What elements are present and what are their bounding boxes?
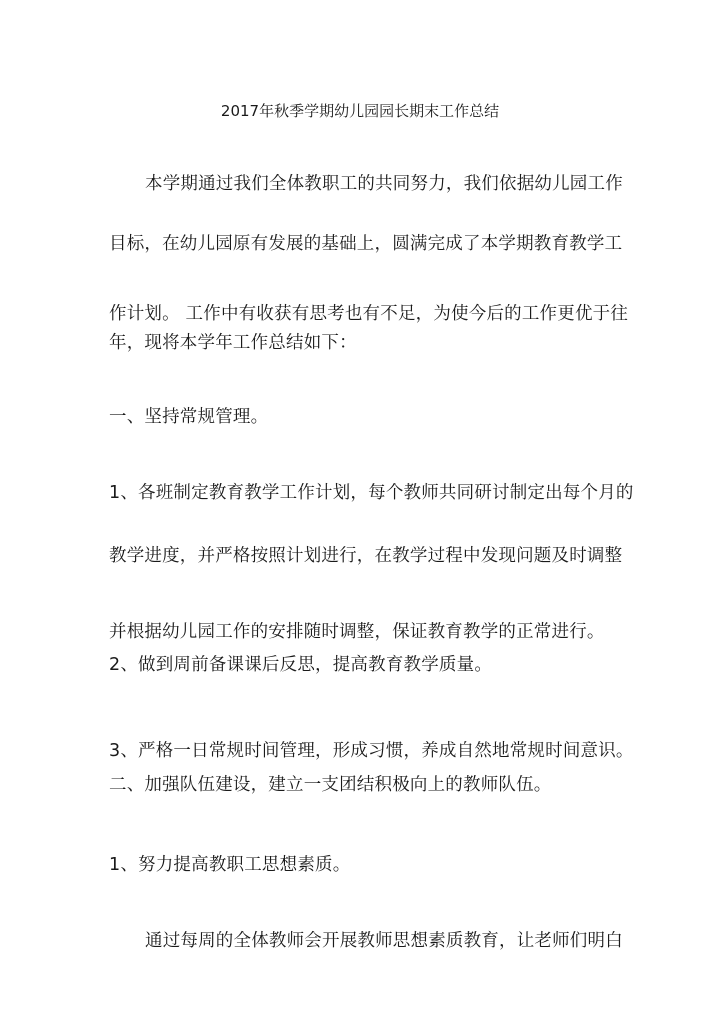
paragraph-line: 并根据幼儿园工作的安排随时调整，保证教育教学的正常进行。	[109, 622, 605, 642]
paragraph-line: 3、严格一日常规时间管理，形成习惯，养成自然地常规时间意识。	[109, 741, 634, 761]
document-title: 2017年秋季学期幼儿园园长期末工作总结	[220, 102, 500, 120]
section-heading: 一、坚持常规管理。	[109, 407, 269, 427]
paragraph-line: 年，现将本学年工作总结如下：	[109, 333, 357, 353]
paragraph-line: 2、做到周前备课课后反思，提高教育教学质量。	[109, 655, 493, 675]
section-heading: 二、加强队伍建设，建立一支团结积极向上的教师队伍。	[109, 775, 552, 795]
paragraph-line: 目标，在幼儿园原有发展的基础上，圆满完成了本学期教育教学工	[109, 234, 623, 254]
paragraph-line: 1、各班制定教育教学工作计划，每个教师共同研讨制定出每个月的	[109, 483, 634, 503]
paragraph-line: 1、努力提高教职工思想素质。	[109, 855, 351, 875]
paragraph-line: 教学进度，并严格按照计划进行，在教学过程中发现问题及时调整	[109, 546, 623, 566]
paragraph-line: 本学期通过我们全体教职工的共同努力，我们依据幼儿园工作	[145, 174, 623, 194]
paragraph-line: 作计划。 工作中有收获有思考也有不足，为使今后的工作更优于往	[109, 304, 629, 324]
paragraph-line: 通过每周的全体教师会开展教师思想素质教育，让老师们明白	[145, 931, 623, 951]
